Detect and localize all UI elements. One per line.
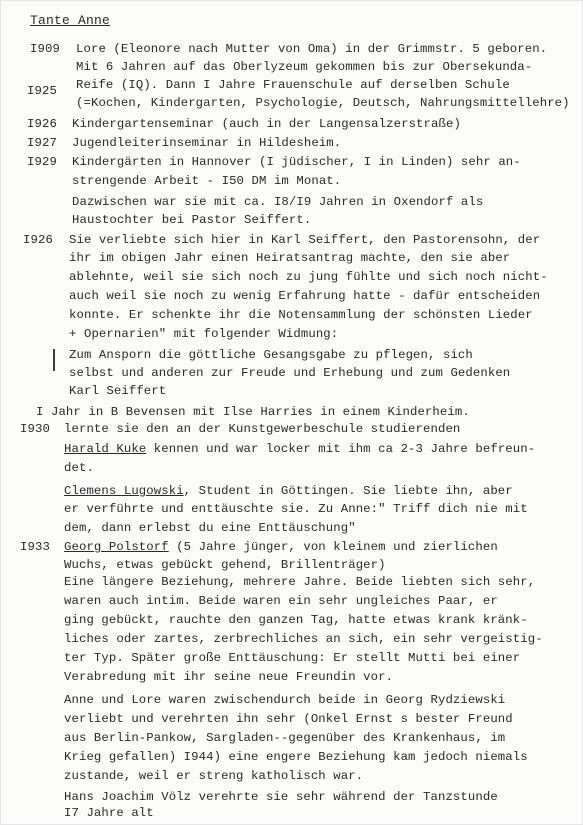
text-line: waren auch intim. Beide waren ein sehr ungleiches Paar, er xyxy=(64,594,498,608)
text-line: Haustochter bei Pastor Seiffert. xyxy=(72,213,312,227)
text-line: strengende Arbeit - I50 DM im Monat. xyxy=(72,174,342,188)
text-line xyxy=(64,539,498,555)
text-line: zustande, weil er streng katholisch war. xyxy=(64,769,364,783)
text-fragment: kennen und war locker mit ihm ca 2-3 Jahre befreun- xyxy=(146,442,536,456)
year-1926: I926 xyxy=(27,117,57,131)
document-title: Tante Anne xyxy=(30,13,111,28)
year-1930: I930 xyxy=(20,422,50,436)
text-line xyxy=(64,483,513,499)
text-line: auch weil sie noch zu wenig Erfahrung hatte - dafür entscheiden xyxy=(69,289,541,303)
text-line: verliebt und verehrten ihn sehr (Onkel Ernst s bester Freund xyxy=(64,712,513,726)
year-1927: I927 xyxy=(27,136,57,150)
text-fragment: (5 Jahre jünger, von kleinem und zierlichen xyxy=(168,540,498,554)
text-line: ihr im obigen Jahr einen Heiratsantrag machte, den sie aber xyxy=(69,251,511,265)
year-1933: I933 xyxy=(20,540,50,554)
text-line: det. xyxy=(64,461,94,475)
year-1909: I909 xyxy=(30,42,60,56)
text-line: Kindergartenseminar (auch in der Langensalzerstraße) xyxy=(72,117,461,131)
text-line: I Jahr in B Bevensen mit Ilse Harries in einem Kinderheim. xyxy=(36,405,470,419)
year-1926-second: I926 xyxy=(23,233,53,247)
text-line: Verabredung mit ihr seine neue Freundin vor. xyxy=(64,670,394,684)
text-line: Kindergärten in Hannover (I jüdischer, I in Linden) sehr an- xyxy=(72,155,521,169)
dedication-line: Zum Ansporn die göttliche Gesangsgabe zu pflegen, sich xyxy=(69,348,473,362)
text-line: Krieg gefallen) I944) eine engere Beziehung kam jedoch niemals xyxy=(64,750,528,764)
text-line: Sie verliebte sich hier in Karl Seiffert, den Pastorensohn, der xyxy=(69,233,541,247)
name-harald-kuke: Harald Kuke xyxy=(64,442,147,456)
year-1929: I929 xyxy=(27,155,57,169)
year-1925: I925 xyxy=(27,84,57,98)
text-line: + Opernarien" mit folgender Widmung: xyxy=(69,327,339,341)
margin-mark xyxy=(53,349,55,371)
text-line: Reife (IQ). Dann I Jahre Frauenschule auf derselben Schule xyxy=(76,78,510,92)
text-line xyxy=(64,441,535,457)
text-fragment: , Student in Göttingen. Sie liebte ihn, aber xyxy=(183,484,513,498)
dedication-line: selbst und anderen zur Freude und Erhebung und zum Gedenken xyxy=(69,366,511,380)
text-line: konnte. Er schenkte ihr die Notensammlung der schönsten Lieder xyxy=(69,308,533,322)
text-line: I7 Jahre alt xyxy=(64,806,154,820)
text-line: er verführte und enttäuschte sie. Zu Anne:" Triff dich nie mit xyxy=(64,502,528,516)
text-line: ging gebückt, rauchte den ganzen Tag, hatte etwas krank kränk- xyxy=(64,613,528,627)
text-line: Dazwischen war sie mit ca. I8/I9 Jahren in Oxendorf als xyxy=(72,195,484,209)
text-line: Hans Joachim Völz verehrte sie sehr während der Tanzstunde xyxy=(64,790,498,804)
text-line: lernte sie den an der Kunstgewerbeschule studierenden xyxy=(64,422,461,436)
text-line: dem, dann erlebst du eine Enttäuschung" xyxy=(64,521,356,535)
name-clemens-lugowski: Clemens Lugowski xyxy=(64,484,184,498)
text-line: Eine längere Beziehung, mehrere Jahre. Beide liebten sich sehr, xyxy=(64,575,536,589)
text-line: Anne und Lore waren zwischendurch beide in Georg Rydziewski xyxy=(64,693,506,707)
name-georg-polstorf: Georg Polstorf xyxy=(64,540,169,554)
text-line: liches oder zartes, zerbrechliches an sich, ein sehr vergeistig- xyxy=(64,632,543,646)
text-line: (=Kochen, Kindergarten, Psychologie, Deutsch, Nahrungsmittellehre) xyxy=(76,96,570,110)
text-line: Lore (Eleonore nach Mutter von Oma) in der Grimmstr. 5 geboren. xyxy=(76,42,548,56)
text-line: Wuchs, etwas gebückt gehend, Brillenträger) xyxy=(64,558,386,572)
text-line: ablehnte, weil sie sich noch zu jung fühlte und sich noch nicht- xyxy=(69,270,548,284)
text-line: Jugendleiterinseminar in Hildesheim. xyxy=(72,136,342,150)
text-line: aus Berlin-Pankow, Sargladen--gegenüber des Krankenhaus, im xyxy=(64,731,506,745)
text-line: Mit 6 Jahren auf das Oberlyzeum gekommen bis zur Obersekunda- xyxy=(76,60,533,74)
dedication-signature: Karl Seiffert xyxy=(69,384,167,398)
text-line: ter Typ. Später große Enttäuschung: Er stellt Mutti bei einer xyxy=(64,651,521,665)
